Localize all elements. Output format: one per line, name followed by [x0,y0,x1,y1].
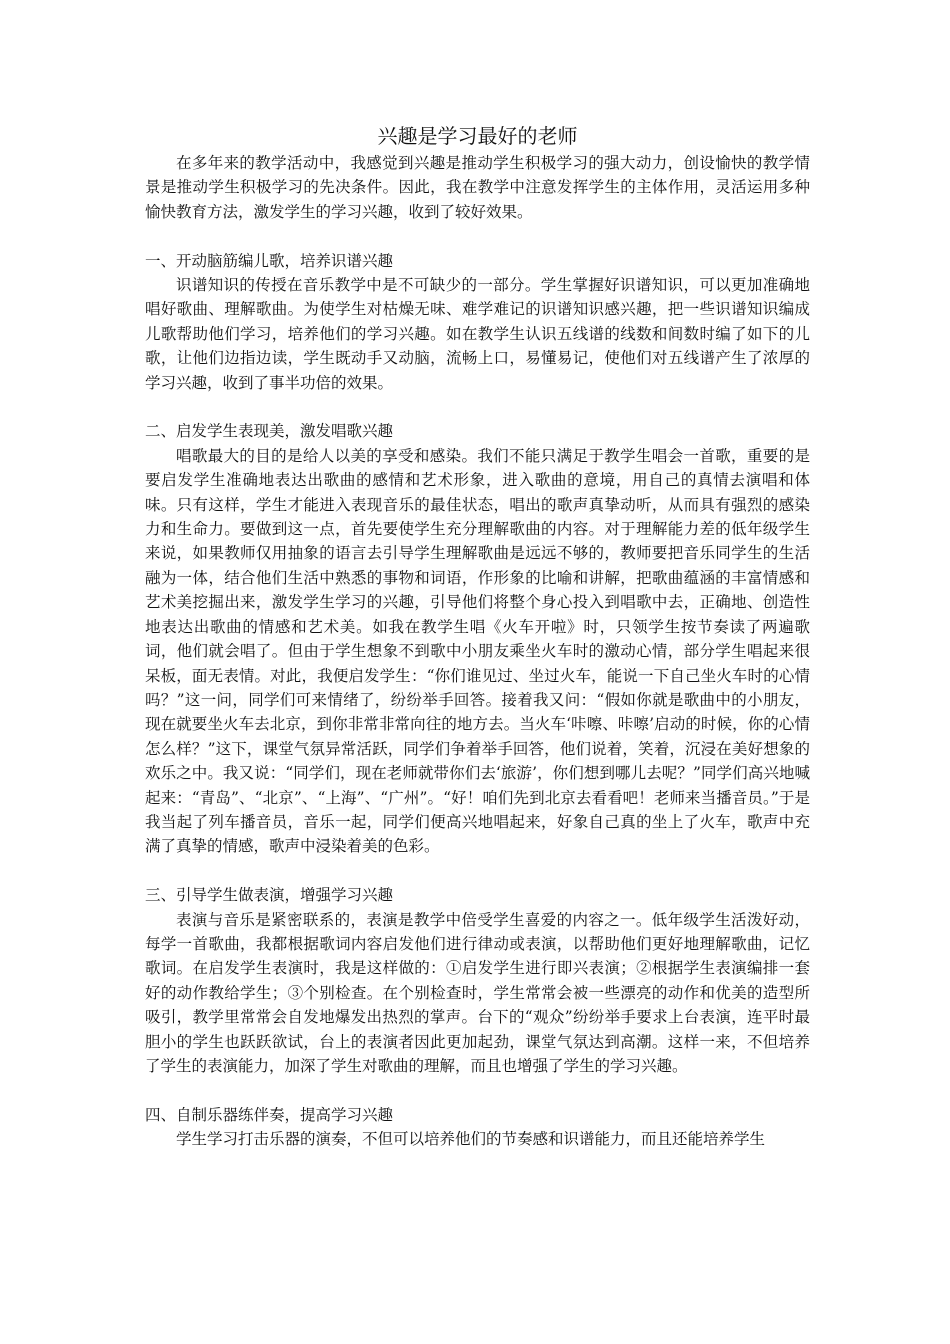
section-heading: 三、引导学生做表演，增强学习兴趣 [145,886,394,905]
section-heading: 一、开动脑筋编儿歌，培养识谱兴趣 [145,251,394,270]
section-2 [145,419,810,858]
section-body: 学生学习打击乐器的演奏，不但可以培养他们的节奏感和识谱能力，而且还能培养学生 [176,1130,766,1149]
section-heading: 二、启发学生表现美，激发唱歌兴趣 [145,422,394,441]
section-body: 表演与音乐是紧密联系的，表演是教学中倍受学生喜爱的内容之一。低年级学生活泼好动，每学一首歌曲，我都根据歌词内容启发他们进行律动或表演，以帮助他们更好地理解歌曲，记忆歌词。在启发学生表演时，我是这样做的：①启发学生进行即兴表演；②根据学生表演编排一套好的动作教给学生；③个别检查。在个别检查时，学生常常会被一些漂亮的动作和优美的造型所吸引，教学里常常会自发地爆发出热烈的掌声。台下的“观众”纷纷举手要求上台表演，连平时最胆小的学生也跃跃欲试，台上的表演者因此更加起劲，课堂气氛达到高潮。这样一来，不但培养了学生的表演能力，加深了学生对歌曲的理解，而且也增强了学生的学习兴趣。 [145,910,810,1075]
section-1 [145,249,810,395]
intro-paragraph: 在多年来的教学活动中，我感觉到兴趣是推动学生积极学习的强大动力，创设愉快的教学情景是推动学生积极学习的先决条件。因此，我在教学中注意发挥学生的主体作用，灵活运用多种愉快教育方法，激发学生的学习兴趣，收到了较好效果。 [145,154,810,221]
section-4 [145,1103,810,1152]
section-body: 唱歌最大的目的是给人以美的享受和感染。我们不能只满足于教学生唱会一首歌，重要的是要启发学生准确地表达出歌曲的感情和艺术形象，进入歌曲的意境，用自己的真情去演唱和体味。只有这样，学生才能进入表现音乐的最佳状态，唱出的歌声真挚动听，从而具有强烈的感染力和生命力。要做到这一点，首先要使学生充分理解歌曲的内容。对于理解能力差的低年级学生来说，如果教师仅用抽象的语言去引导学生理解歌曲是远远不够的，教师要把音乐同学生的生活融为一体，结合他们生活中熟悉的事物和词语，作形象的比喻和讲解，把歌曲蕴涵的丰富情感和艺术美挖掘出来，激发学生学习的兴趣，引导他们将整个身心投入到唱歌中去，正确地、创造性地表达出歌曲的情感和艺术美。如我在教学生唱《火车开啦》时，只领学生按节奏读了两遍歌词，他们就会唱了。但由于学生想象不到歌中小朋友乘坐火车时的激动心情，部分学生唱起来很呆板，面无表情。对此，我便启发学生：“你们谁见过、坐过火车，能说一下自己坐火车时的心情吗？”这一问，同学们可来情绪了，纷纷举手回答。接着我又问：“假如你就是歌曲中的小朋友，现在就要坐火车去北京，到你非常非常向往的地方去。当火车‘咔嚓、咔嚓’启动的时候，你的心情怎么样？”这下，课堂气氛异常活跃，同学们争着举手回答，他们说着，笑着，沉浸在美好想象的欢乐之中。我又说：“同学们，现在老师就带你们去‘旅游’，你们想到哪儿去呢？”同学们高兴地喊起来：“青岛”、“北京”、“上海”、“广州”。“好！咱们先到北京去看看吧！老师来当播音员。”于是我当起了列车播音员，音乐一起，同学们便高兴地唱起来，好象自己真的坐上了火车，歌声中充满了真挚的情感，歌声中浸染着美的色彩。 [145,446,810,856]
section-body: 识谱知识的传授在音乐教学中是不可缺少的一部分。学生掌握好识谱知识，可以更加准确地唱好歌曲、理解歌曲。为使学生对枯燥无味、难学难记的识谱知识感兴趣，把一些识谱知识编成儿歌帮助他们学习，培养他们的学习兴趣。如在教学生认识五线谱的线数和间数时编了如下的儿歌，让他们边指边读，学生既动手又动脑，流畅上口，易懂易记，使他们对五线谱产生了浓厚的学习兴趣，收到了事半功倍的效果。 [145,276,810,392]
section-heading: 四、自制乐器练伴奏，提高学习兴趣 [145,1105,394,1124]
document-title: 兴趣是学习最好的老师 [377,124,578,148]
section-3 [145,883,810,1078]
